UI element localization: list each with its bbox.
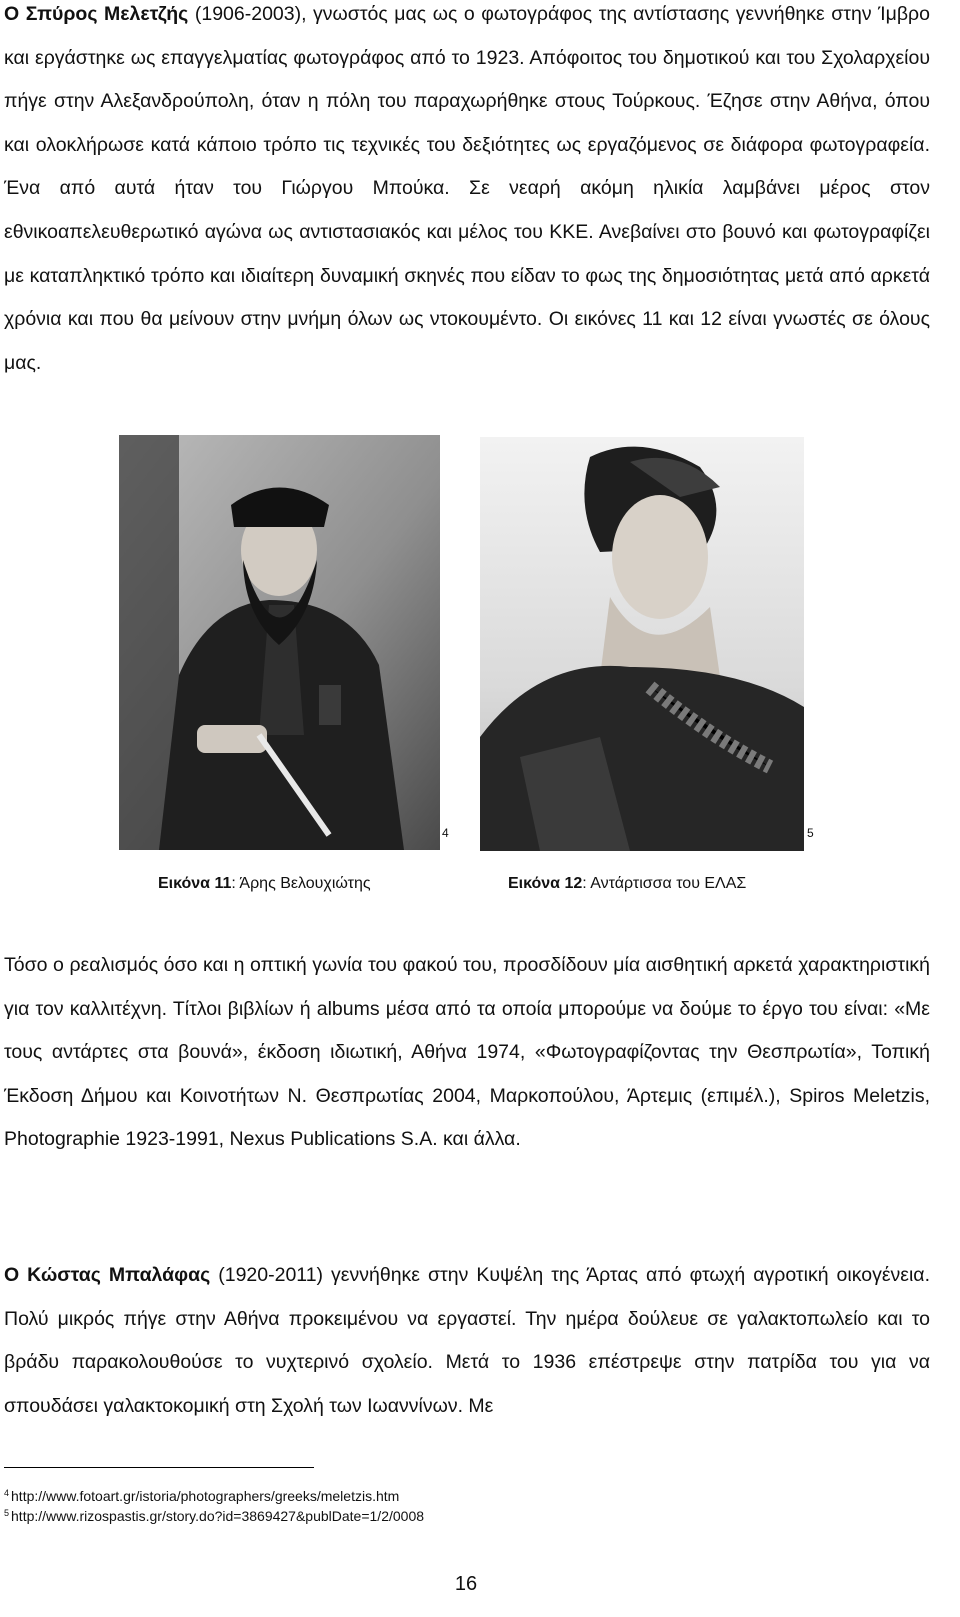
paragraph-text: (1906-2003), γνωστός μας ως ο φωτογράφος της αντίστασης γεννήθηκε στην Ίμβρο και εργάστηκε ως επαγγελματίας φωτογράφος από το 1923. Απόφοιτος του δημοτικού και του Σχολαρχείου πήγε στην Αλεξανδρούπολη, όταν η πόλη του παραχωρήθηκε στους Τούρκους. Έζησε στην Αθήνα, όπου και ολοκλήρωσε κατά κάποιο τρόπο τις τεχνικές του δεξιότητες ως εργαζόμενος σε διάφορα φωτογραφεία. Ένα από αυτά ήταν του Γιώργου Μπούκα. Σε νεαρή ακόμη ηλικία λαμβάνει μέρος στον εθνικοαπελευθερωτικό αγώνα ως αντιστασιακός και μέλος του ΚΚΕ. Ανεβαίνει στο βουνό και φωτογραφίζει με καταπληκτικό τρόπο και ιδιαίτερη δυναμική σκηνές που είδαν το φως της δημοσιότητας μετά από αρκετά χρόνια και που θα μείνουν στην μνήμη όλων ως ντοκουμέντο. Οι εικόνες 11 και 12 είναι γνωστές σε όλους μας. [4, 3, 930, 374]
paragraph-realism: Τόσο ο ρεαλισμός όσο και η οπτική γωνία του φακού του, προσδίδουν μία αισθητική αρκετά χαρακτηριστική για τον καλλιτέχνη. Τίτλοι βιβλίων ή albums μέσα από τα οποία μπορούμε να δούμε το έργο του είναι: «Με τους αντάρτες στα βουνά», έκδοση ιδιωτική, Αθήνα 1974, «Φωτογραφίζοντας την Θεσπρωτία», Τοπική Έκδοση Δήμου και Κοινοτήτων Ν. Θεσπρωτίας 2004, Μαρκοπούλου, Άρτεμις (επιμέλ.), Spiros Meletzis, Photographie 1923-1991, Nexus Publications S.A. και άλλα. [4, 954, 930, 1151]
footnote-link[interactable]: http://www.rizospastis.gr/story.do?id=3869427&publDate=1/2/0008 [11, 1508, 425, 1524]
paragraph-text: (1920-2011) γεννήθηκε στην Κυψέλη της Άρτας από φτωχή αγροτική οικογένεια. Πολύ μικρός πήγε στην Αθήνα προκειμένου να εργαστεί. Την ημέρα δούλευε σε γαλακτοπωλείο και το βράδυ παρακολουθούσε το νυχτερινό σχολείο. Μετά το 1936 επέστρεψε στην πατρίδα του για να σπουδάσει γαλακτοκομική στη Σχολή των Ιωαννίνων. Με [4, 1264, 931, 1417]
caption-text: : Άρης Βελουχιώτης [231, 875, 371, 892]
footnote-link[interactable]: http://www.fotoart.gr/istoria/photographers/greeks/meletzis.htm [11, 1488, 400, 1504]
footnote [4, 1484, 399, 1505]
paragraph-balafas [4, 1254, 930, 1428]
page-number: 16 [454, 1573, 478, 1595]
footnote-number: 5 [4, 1508, 10, 1518]
footnote-mark: 4 [442, 826, 449, 840]
footnote-separator [4, 1467, 314, 1468]
figure-caption [158, 872, 371, 896]
caption-label: Εικόνα 12 [508, 875, 583, 892]
caption-text: : Αντάρτισσα του ΕΛΑΣ [582, 875, 747, 892]
paragraph-meletzis [4, 0, 930, 385]
photo-aris-velouchiotis [119, 435, 440, 850]
footnote-mark: 5 [807, 826, 814, 840]
person-name-balafas: Ο Κώστας Μπαλάφας [4, 1264, 211, 1286]
photo-elas-partisan [480, 437, 804, 851]
footnote-number: 4 [4, 1488, 10, 1498]
caption-label: Εικόνα 11 [158, 875, 232, 892]
person-name-meletzis: Ο Σπύρος Μελετζής [4, 3, 189, 25]
figure-caption [508, 872, 746, 896]
footnote [4, 1504, 424, 1525]
